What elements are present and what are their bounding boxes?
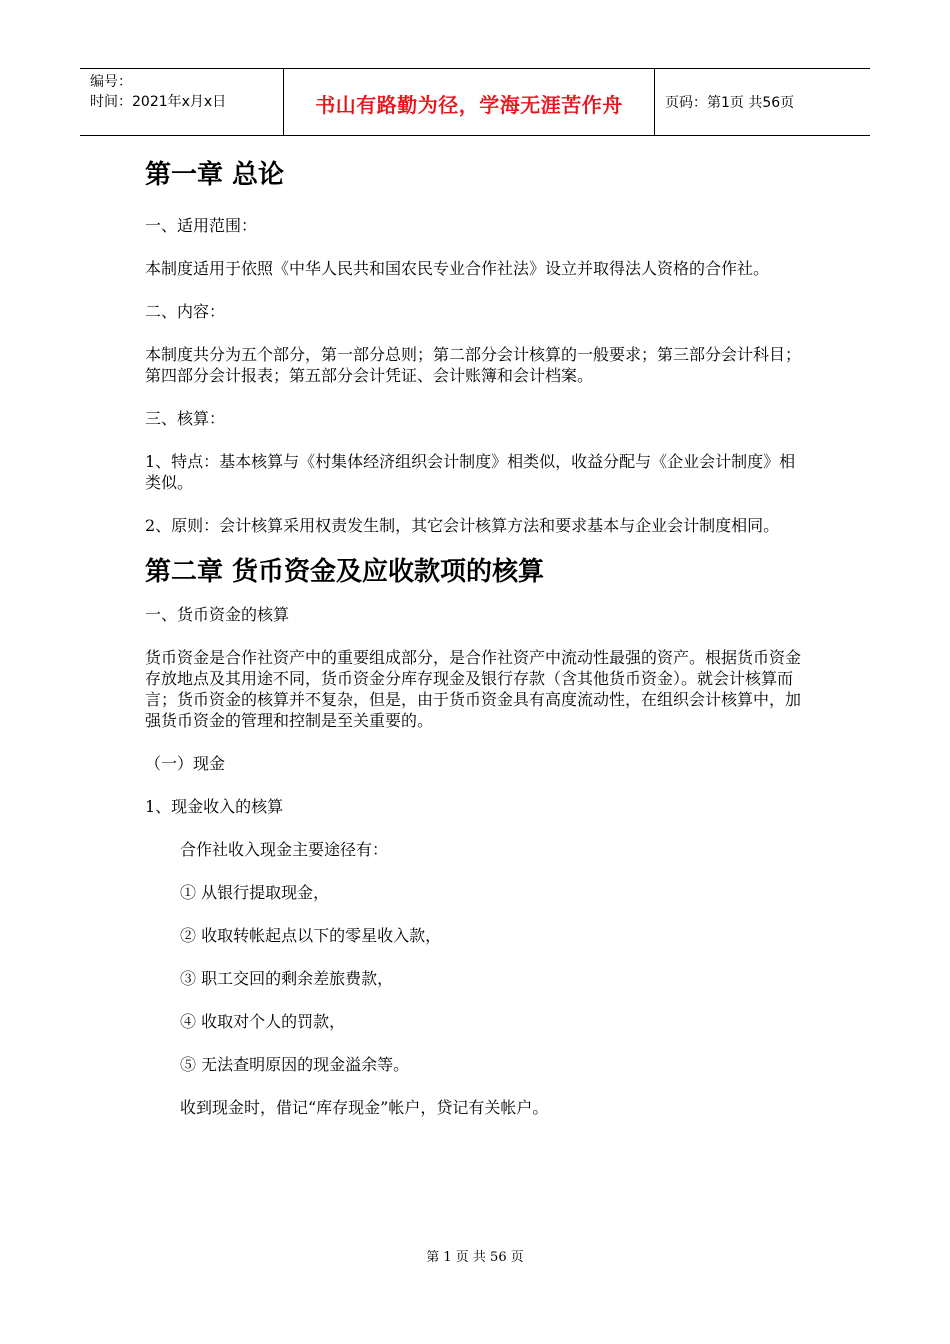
- chapter1-section3-heading: 三、核算：: [145, 409, 226, 428]
- chapter1-section3-point1: 1、特点：基本核算与《村集体经济组织会计制度》相类似，收益分配与《企业会计制度》相类似。: [145, 452, 796, 492]
- header-meta: [80, 69, 283, 135]
- document-time-label: 时间：2021年x月x日: [90, 94, 227, 110]
- chapter1-section2-text: 本制度共分为五个部分，第一部分总则；第二部分会计核算的一般要求；第三部分会计科目；第四部分会计报表；第五部分会计凭证、会计账簿和会计档案。: [145, 345, 802, 385]
- chapter2-item1-heading: 1、现金收入的核算: [145, 797, 284, 816]
- list-item: ① 从银行提取现金，: [180, 883, 330, 902]
- chapter1-section3-point2: 2、原则：会计核算采用权责发生制，其它会计核算方法和要求基本与企业会计制度相同。: [145, 516, 780, 535]
- cash-income-closing: 收到现金时，借记“库存现金”帐户，贷记有关帐户。: [180, 1098, 549, 1117]
- chapter2-title: 第二章 货币资金及应收款项的核算: [145, 557, 545, 587]
- chapter1-section1-text: 本制度适用于依照《中华人民共和国农民专业合作社法》设立并取得法人资格的合作社。: [145, 259, 770, 278]
- list-item: ④ 收取对个人的罚款，: [180, 1012, 346, 1031]
- page-footer: 第 1 页 共 56 页: [426, 1250, 524, 1265]
- chapter2-section1-heading: 一、货币资金的核算: [145, 605, 290, 624]
- chapter2-subsection-cash-heading: （一）现金: [145, 754, 226, 773]
- document-body: [145, 155, 810, 1118]
- chapter1-section1-heading: 一、适用范围：: [145, 216, 258, 235]
- list-item: ⑤ 无法查明原因的现金溢余等。: [180, 1055, 410, 1074]
- page-header: [80, 68, 870, 136]
- list-item: ③ 职工交回的剩余差旅费款，: [180, 969, 394, 988]
- document-number-label: 编号：: [90, 74, 132, 90]
- chapter1-section2-heading: 二、内容：: [145, 302, 226, 321]
- header-page-number: 页码：第1页 共56页: [665, 95, 795, 111]
- chapter1-title: 第一章 总论: [145, 160, 285, 190]
- header-motto: 书山有路勤为径，学海无涯苦作舟: [283, 69, 655, 135]
- cash-income-intro: 合作社收入现金主要途径有：: [180, 840, 389, 859]
- chapter2-section1-text: 货币资金是合作社资产中的重要组成部分，是合作社资产中流动性最强的资产。根据货币资金存放地点及其用途不同，货币资金分库存现金及银行存款（含其他货币资金）。就会计核算而言；货币资金的核算并不复杂，但是，由于货币资金具有高度流动性，在组织会计核算中，加强货币资金的管理和控制是至关重要的。: [145, 648, 802, 730]
- list-item: ② 收取转帐起点以下的零星收入款，: [180, 926, 442, 945]
